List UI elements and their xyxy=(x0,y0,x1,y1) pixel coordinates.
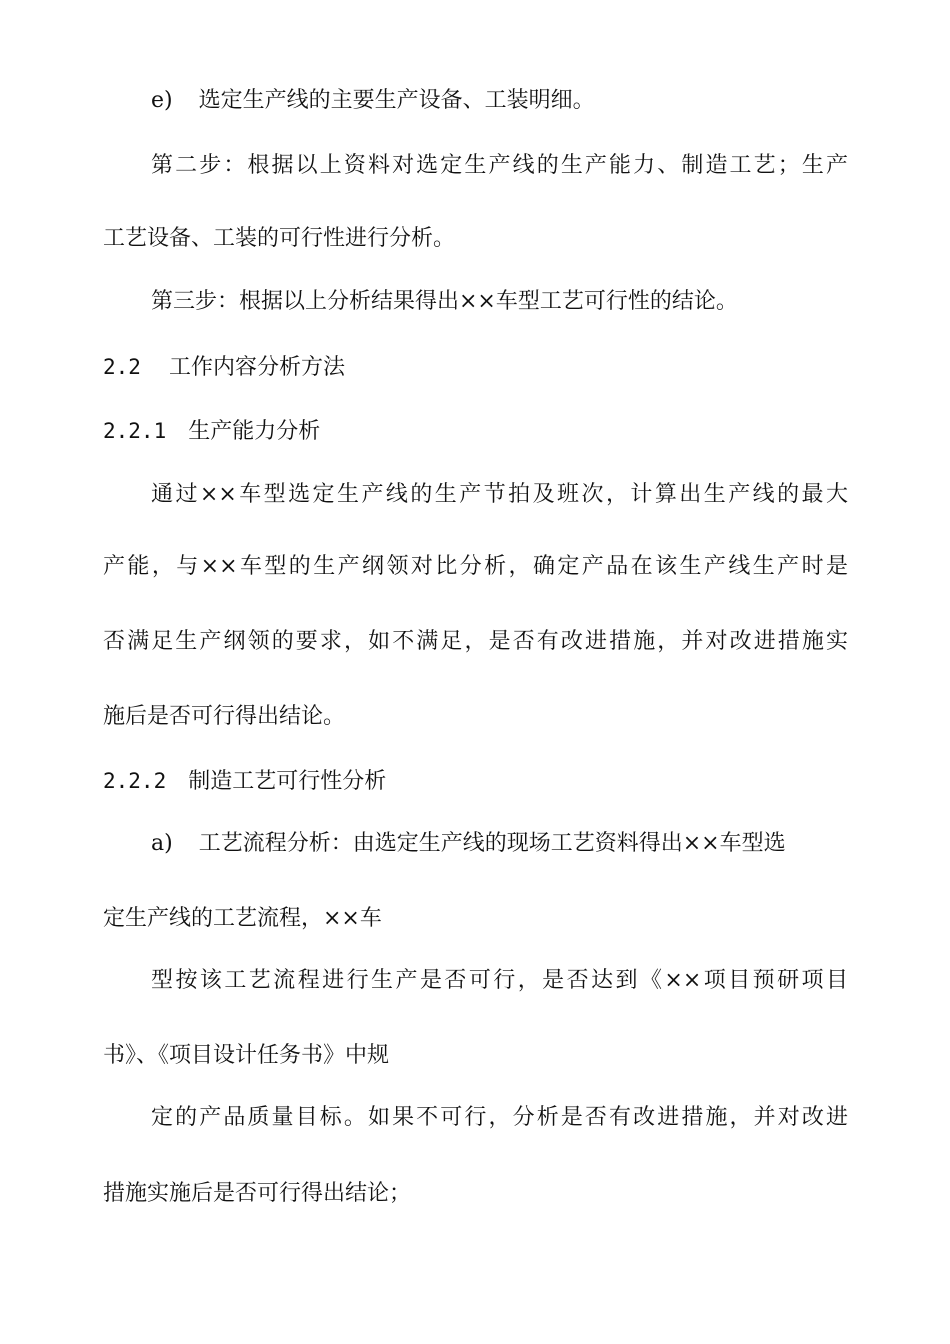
section-title: 生产能力分析 xyxy=(188,419,321,444)
section-heading-2-2-2 xyxy=(103,766,848,796)
list-item-a-line2: 定生产线的工艺流程，××车 xyxy=(103,906,382,931)
list-text: 选定生产线的主要生产设备、工装明细。 xyxy=(198,88,595,113)
paragraph-step2-line2: 工艺设备、工装的可行性进行分析。 xyxy=(103,226,456,251)
list-item-a-line5: 定的产品质量目标。如果不可行，分析是否有改进措施，并对改进 xyxy=(151,1105,848,1130)
list-item-a-line6: 措施实施后是否可行得出结论； xyxy=(103,1181,412,1206)
section-title: 工作内容分析方法 xyxy=(168,355,345,380)
section-heading-2-2-1 xyxy=(103,416,848,446)
list-item-a-line4: 书》、《项目设计任务书》中规 xyxy=(103,1043,390,1068)
paragraph-capacity-line3: 否满足生产纲领的要求，如不满足，是否有改进措施，并对改进措施实 xyxy=(103,629,848,654)
section-title: 制造工艺可行性分析 xyxy=(188,769,387,794)
section-number: 2.2 xyxy=(103,355,141,379)
paragraph-capacity-line1: 通过××车型选定生产线的生产节拍及班次，计算出生产线的最大 xyxy=(151,482,848,507)
list-item-a-line1 xyxy=(151,829,848,859)
section-number: 2.2.2 xyxy=(103,769,167,793)
list-item-a-line3: 型按该工艺流程进行生产是否可行，是否达到《××项目预研项目 xyxy=(151,968,848,993)
paragraph-capacity-line4: 施后是否可行得出结论。 xyxy=(103,704,346,729)
paragraph-step2-line1: 第二步：根据以上资料对选定生产线的生产能力、制造工艺；生产 xyxy=(151,153,848,178)
list-label: a) xyxy=(151,831,173,856)
list-text: 工艺流程分析：由选定生产线的现场工艺资料得出××车型选 xyxy=(198,831,786,856)
list-label: e) xyxy=(151,88,173,113)
section-number: 2.2.1 xyxy=(103,419,167,443)
paragraph-capacity-line2: 产能，与××车型的生产纲领对比分析，确定产品在该生产线生产时是 xyxy=(103,554,848,579)
list-item-e xyxy=(151,86,848,116)
section-heading-2-2 xyxy=(103,352,848,382)
paragraph-step3-line1: 第三步：根据以上分析结果得出××车型工艺可行性的结论。 xyxy=(151,289,738,314)
